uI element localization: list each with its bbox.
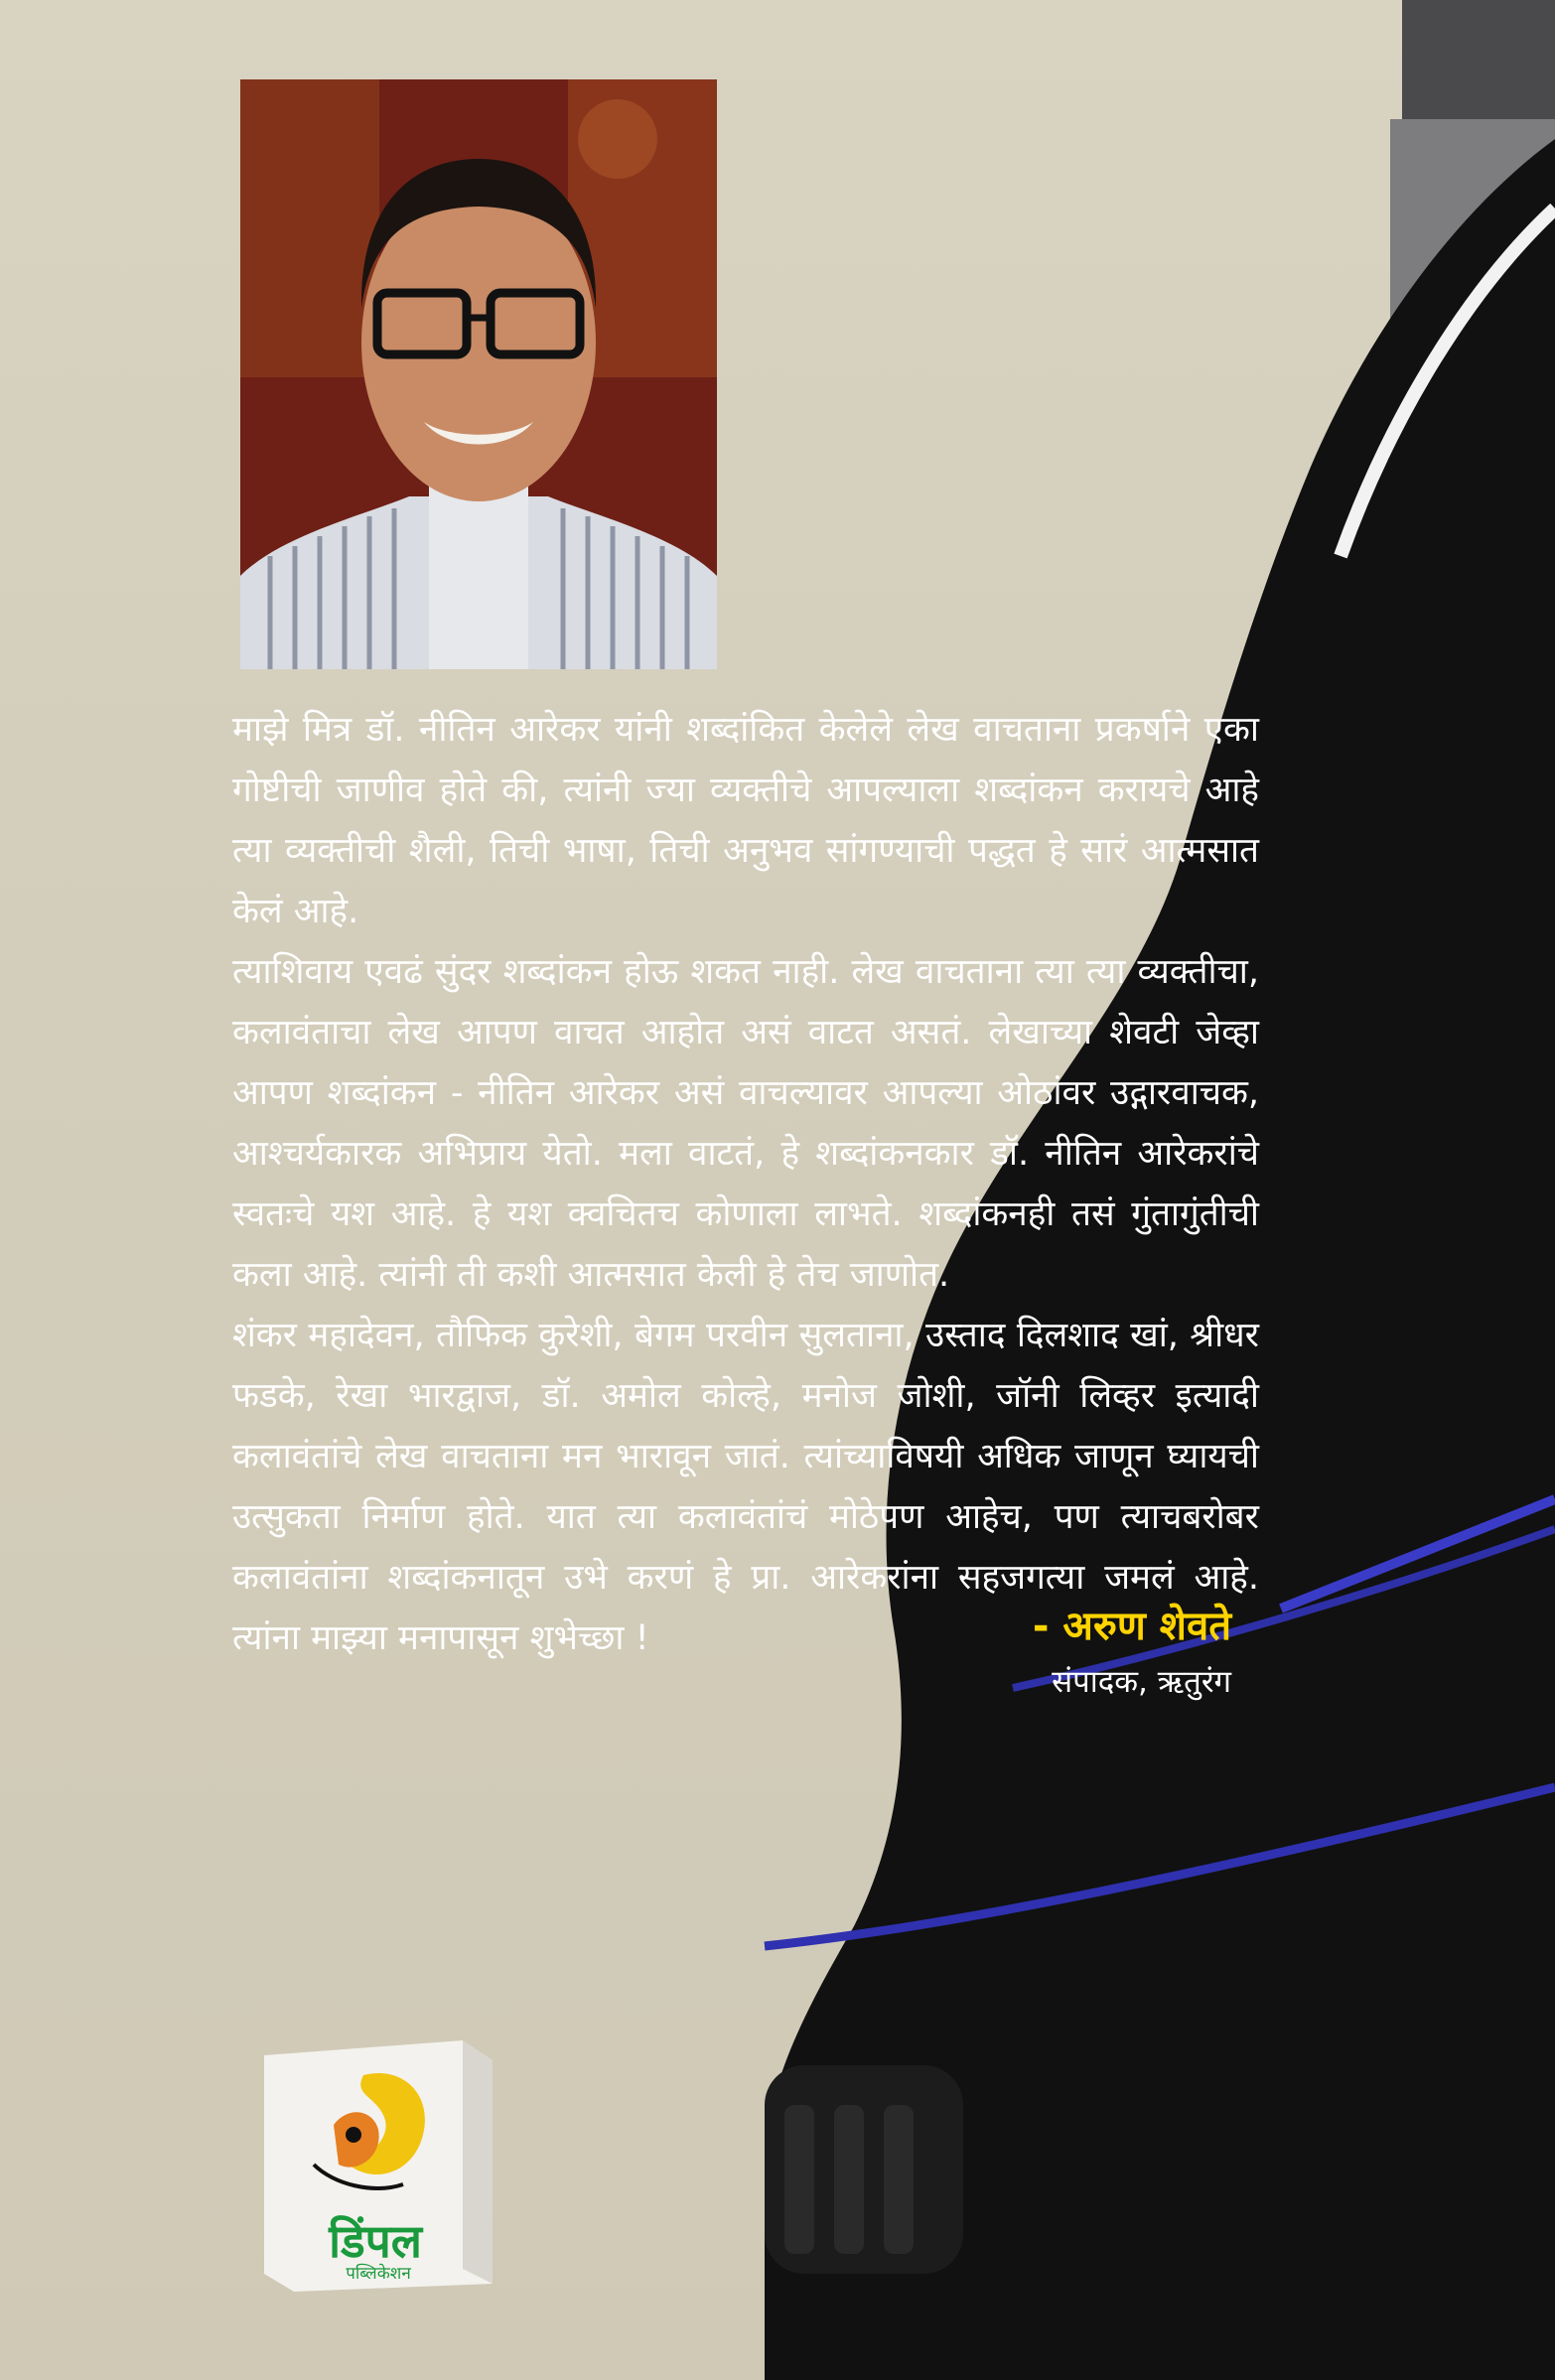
blurb-paragraph: शंकर महादेवन, तौफिक कुरेशी, बेगम परवीन सुलताना, उस्ताद दिलशाद खां, श्रीधर फडके, रेखा भारद्वाज, डॉ. अमोल कोल्हे, मनोज जोशी, जॉनी लिव्हर इत्यादी कलावंतांचे लेख वाचताना मन भारावून जातं. त्यांच्याविषयी अधिक जाणून घ्यायची उत्सुकता निर्माण होते. यात त्या कलावंतांचं मोठेपण आहेच, पण त्याचबरोबर कलावंतांना शब्दांकनातून उभे करणं हे प्रा. आरेकरांना सहजगत्या जमलं आहे. त्यांना माझ्या मनापासून शुभेच्छा ! — [232, 1316, 1259, 1658]
signature-role: संपादक, ऋतुरंग — [1052, 1664, 1231, 1700]
author-photo — [240, 79, 717, 669]
blurb-paragraph: त्याशिवाय एवढं सुंदर शब्दांकन होऊ शकत नाही. लेख वाचताना त्या त्या व्यक्तीचा, कलावंताचा लेख आपण वाचत आहोत असं वाटत असतं. लेखाच्या शेवटी जेव्हा आपण शब्दांकन - नीतिन आरेकर असं वाचल्यावर आपल्या ओठांवर उद्गारवाचक, आश्चर्यकारक अभिप्राय येतो. मला वाटतं, हे शब्दांकनकार डॉ. नीतिन आरेकरांचे स्वतःचे यश आहे. हे यश क्वचितच कोणाला लाभते. शब्दांकनही तसं गुंतागुंतीची कला आहे. त्यांनी ती कशी आत्मसात केली हे तेच जाणोत. — [232, 952, 1259, 1295]
publisher-logo — [254, 2035, 502, 2294]
blurb-paragraph: माझे मित्र डॉ. नीतिन आरेकर यांनी शब्दांकित केलेले लेख वाचताना प्रकर्षाने एका गोष्टीची जाणीव होते की, त्यांनी ज्या व्यक्तीचे आपल्याला शब्दांकन करायचे आहे त्या व्यक्तीची शैली, तिची भाषा, तिची अनुभव सांगण्याची पद्धत हे सारं आत्मसात केलं आहे. — [232, 710, 1259, 931]
signature-name: - अरुण शेवते — [1032, 1604, 1231, 1649]
publisher-subtitle: पब्लिकेशन — [346, 2264, 411, 2284]
publisher-name: डिंपल — [329, 2214, 422, 2268]
endorsement-text — [232, 700, 1259, 1669]
camera-lens — [765, 2065, 963, 2274]
